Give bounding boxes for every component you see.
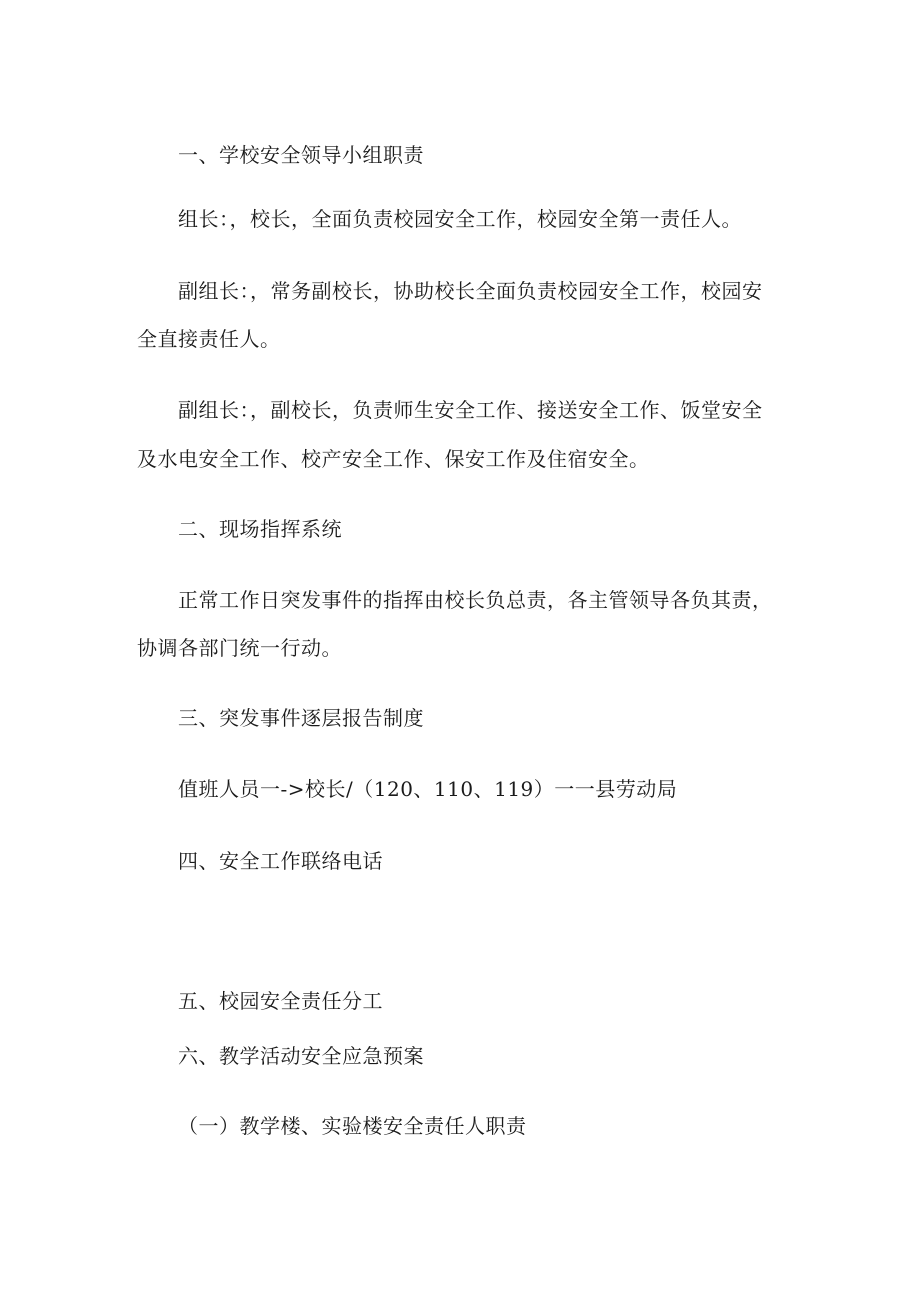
paragraph-line: 协调各部门统一行动。	[137, 636, 342, 660]
subsection-heading: （一）教学楼、实验楼安全责任人职责	[178, 1114, 527, 1138]
section-heading-1: 一、学校安全领导小组职责	[178, 143, 424, 167]
paragraph-line: 正常工作日突发事件的指挥由校长负总责，各主管领导各负其责，	[178, 588, 773, 612]
paragraph-line: 组长：，校长，全面负责校园安全工作，校园安全第一责任人。	[178, 207, 742, 231]
section-heading-5: 五、校园安全责任分工	[178, 989, 383, 1013]
paragraph-line: 副组长：，副校长，负责师生安全工作、接送安全工作、饭堂安全	[178, 398, 763, 422]
paragraph-line: 副组长：，常务副校长，协助校长全面负责校园安全工作，校园安	[178, 279, 763, 303]
paragraph-line: 及水电安全工作、校产安全工作、保安工作及住宿安全。	[137, 447, 650, 471]
section-heading-3: 三、突发事件逐层报告制度	[178, 706, 424, 730]
section-heading-2: 二、现场指挥系统	[178, 517, 342, 541]
paragraph-line: 值班人员一->校长/（120、110、119）一一县劳动局	[178, 777, 678, 801]
paragraph-line: 全直接责任人。	[137, 327, 281, 351]
section-heading-4: 四、安全工作联络电话	[178, 849, 383, 873]
section-heading-6: 六、教学活动安全应急预案	[178, 1044, 424, 1068]
